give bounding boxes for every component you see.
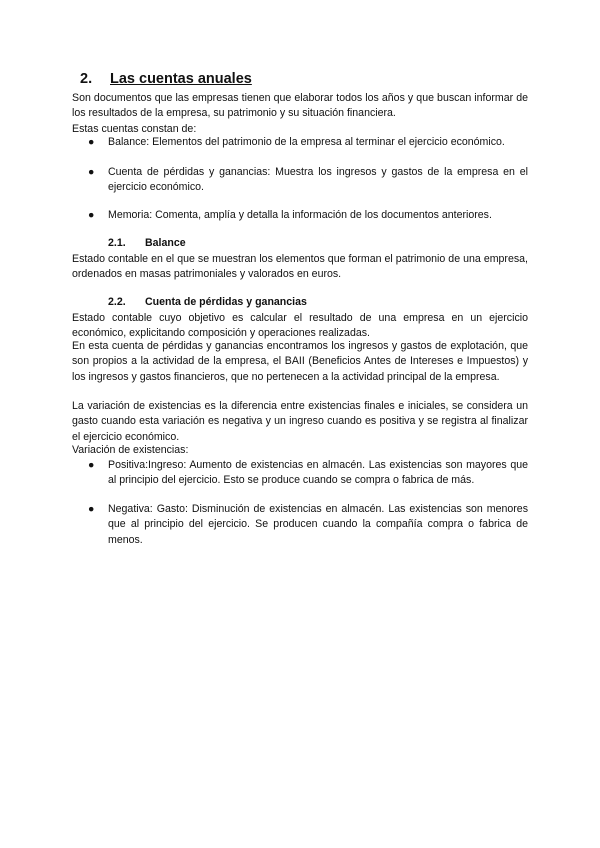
list-item	[72, 458, 528, 489]
list-item-text: Memoria: Comenta, amplía y detalla la información de los documentos anteriores.	[108, 209, 492, 221]
list-item-text: Cuenta de pérdidas y ganancias: Muestra los ingresos y gastos de la empresa en el ejercicio económico.	[108, 166, 528, 194]
cuentas-list	[72, 135, 528, 150]
bullet-icon: ●	[88, 136, 95, 148]
bullet-icon: ●	[88, 166, 95, 178]
list-item-text: Balance: Elementos del patrimonio de la empresa al terminar el ejercicio económico.	[108, 136, 505, 148]
balance-paragraph: Estado contable en el que se muestran los elementos que forman el patrimonio de una empresa, ordenados en masas patrimoniales y valorados en euros.	[72, 253, 528, 281]
subsection-title: Cuenta de pérdidas y ganancias	[145, 296, 307, 308]
variacion-label: Variación de existencias:	[72, 444, 189, 456]
pyg-paragraph-1: Estado contable cuyo objetivo es calcular el resultado de una empresa en un ejercicio económico, explicitando composición y operaciones realizadas.	[72, 312, 528, 340]
variaciones-list	[72, 458, 528, 489]
list-item	[72, 208, 528, 223]
bullet-icon: ●	[88, 459, 95, 471]
section-heading	[80, 71, 252, 87]
subsection-number: 2.1.	[108, 237, 126, 249]
subsection-heading-pyg	[108, 296, 307, 308]
subsection-heading-balance	[108, 237, 186, 249]
subsection-title: Balance	[145, 237, 186, 249]
cuentas-list-3	[72, 208, 528, 223]
bullet-icon: ●	[88, 503, 95, 515]
subsection-number: 2.2.	[108, 296, 126, 308]
cuentas-list-2	[72, 165, 528, 196]
section-title: Las cuentas anuales	[110, 71, 252, 87]
list-item	[72, 165, 528, 196]
pyg-paragraph-3: La variación de existencias es la diferencia entre existencias finales e iniciales, se considera un gasto cuando esta variación es negativa y un ingreso cuando es positiva y se registra al finalizar el ejercicio económico.	[72, 400, 528, 443]
list-item-text: Negativa: Gasto: Disminución de existencias en almacén. Las existencias son menores que al principio del ejercicio. Se producen cuando la compañía compra o fabrica de menos.	[108, 503, 528, 546]
list-item	[72, 502, 528, 548]
list-item	[72, 135, 528, 150]
pyg-paragraph-2: En esta cuenta de pérdidas y ganancias encontramos los ingresos y gastos de explotación, que son propios a la actividad de la empresa, el BAII (Beneficios Antes de Intereses e Impuestos) y los ingresos y gastos financieros, que no pertenecen a la actividad principal de la empresa.	[72, 340, 528, 383]
list-item-text: Positiva:Ingreso: Aumento de existencias en almacén. Las existencias son mayores que al principio del ejercicio. Esto se produce cuando se compra o fabrica de más.	[108, 459, 528, 487]
constan-line: Estas cuentas constan de:	[72, 123, 197, 135]
intro-paragraph: Son documentos que las empresas tienen que elaborar todos los años y que buscan informar de los resultados de la empresa, su patrimonio y su situación financiera.	[72, 92, 528, 120]
variaciones-list-2	[72, 502, 528, 548]
section-number: 2.	[80, 71, 93, 87]
bullet-icon: ●	[88, 209, 95, 221]
